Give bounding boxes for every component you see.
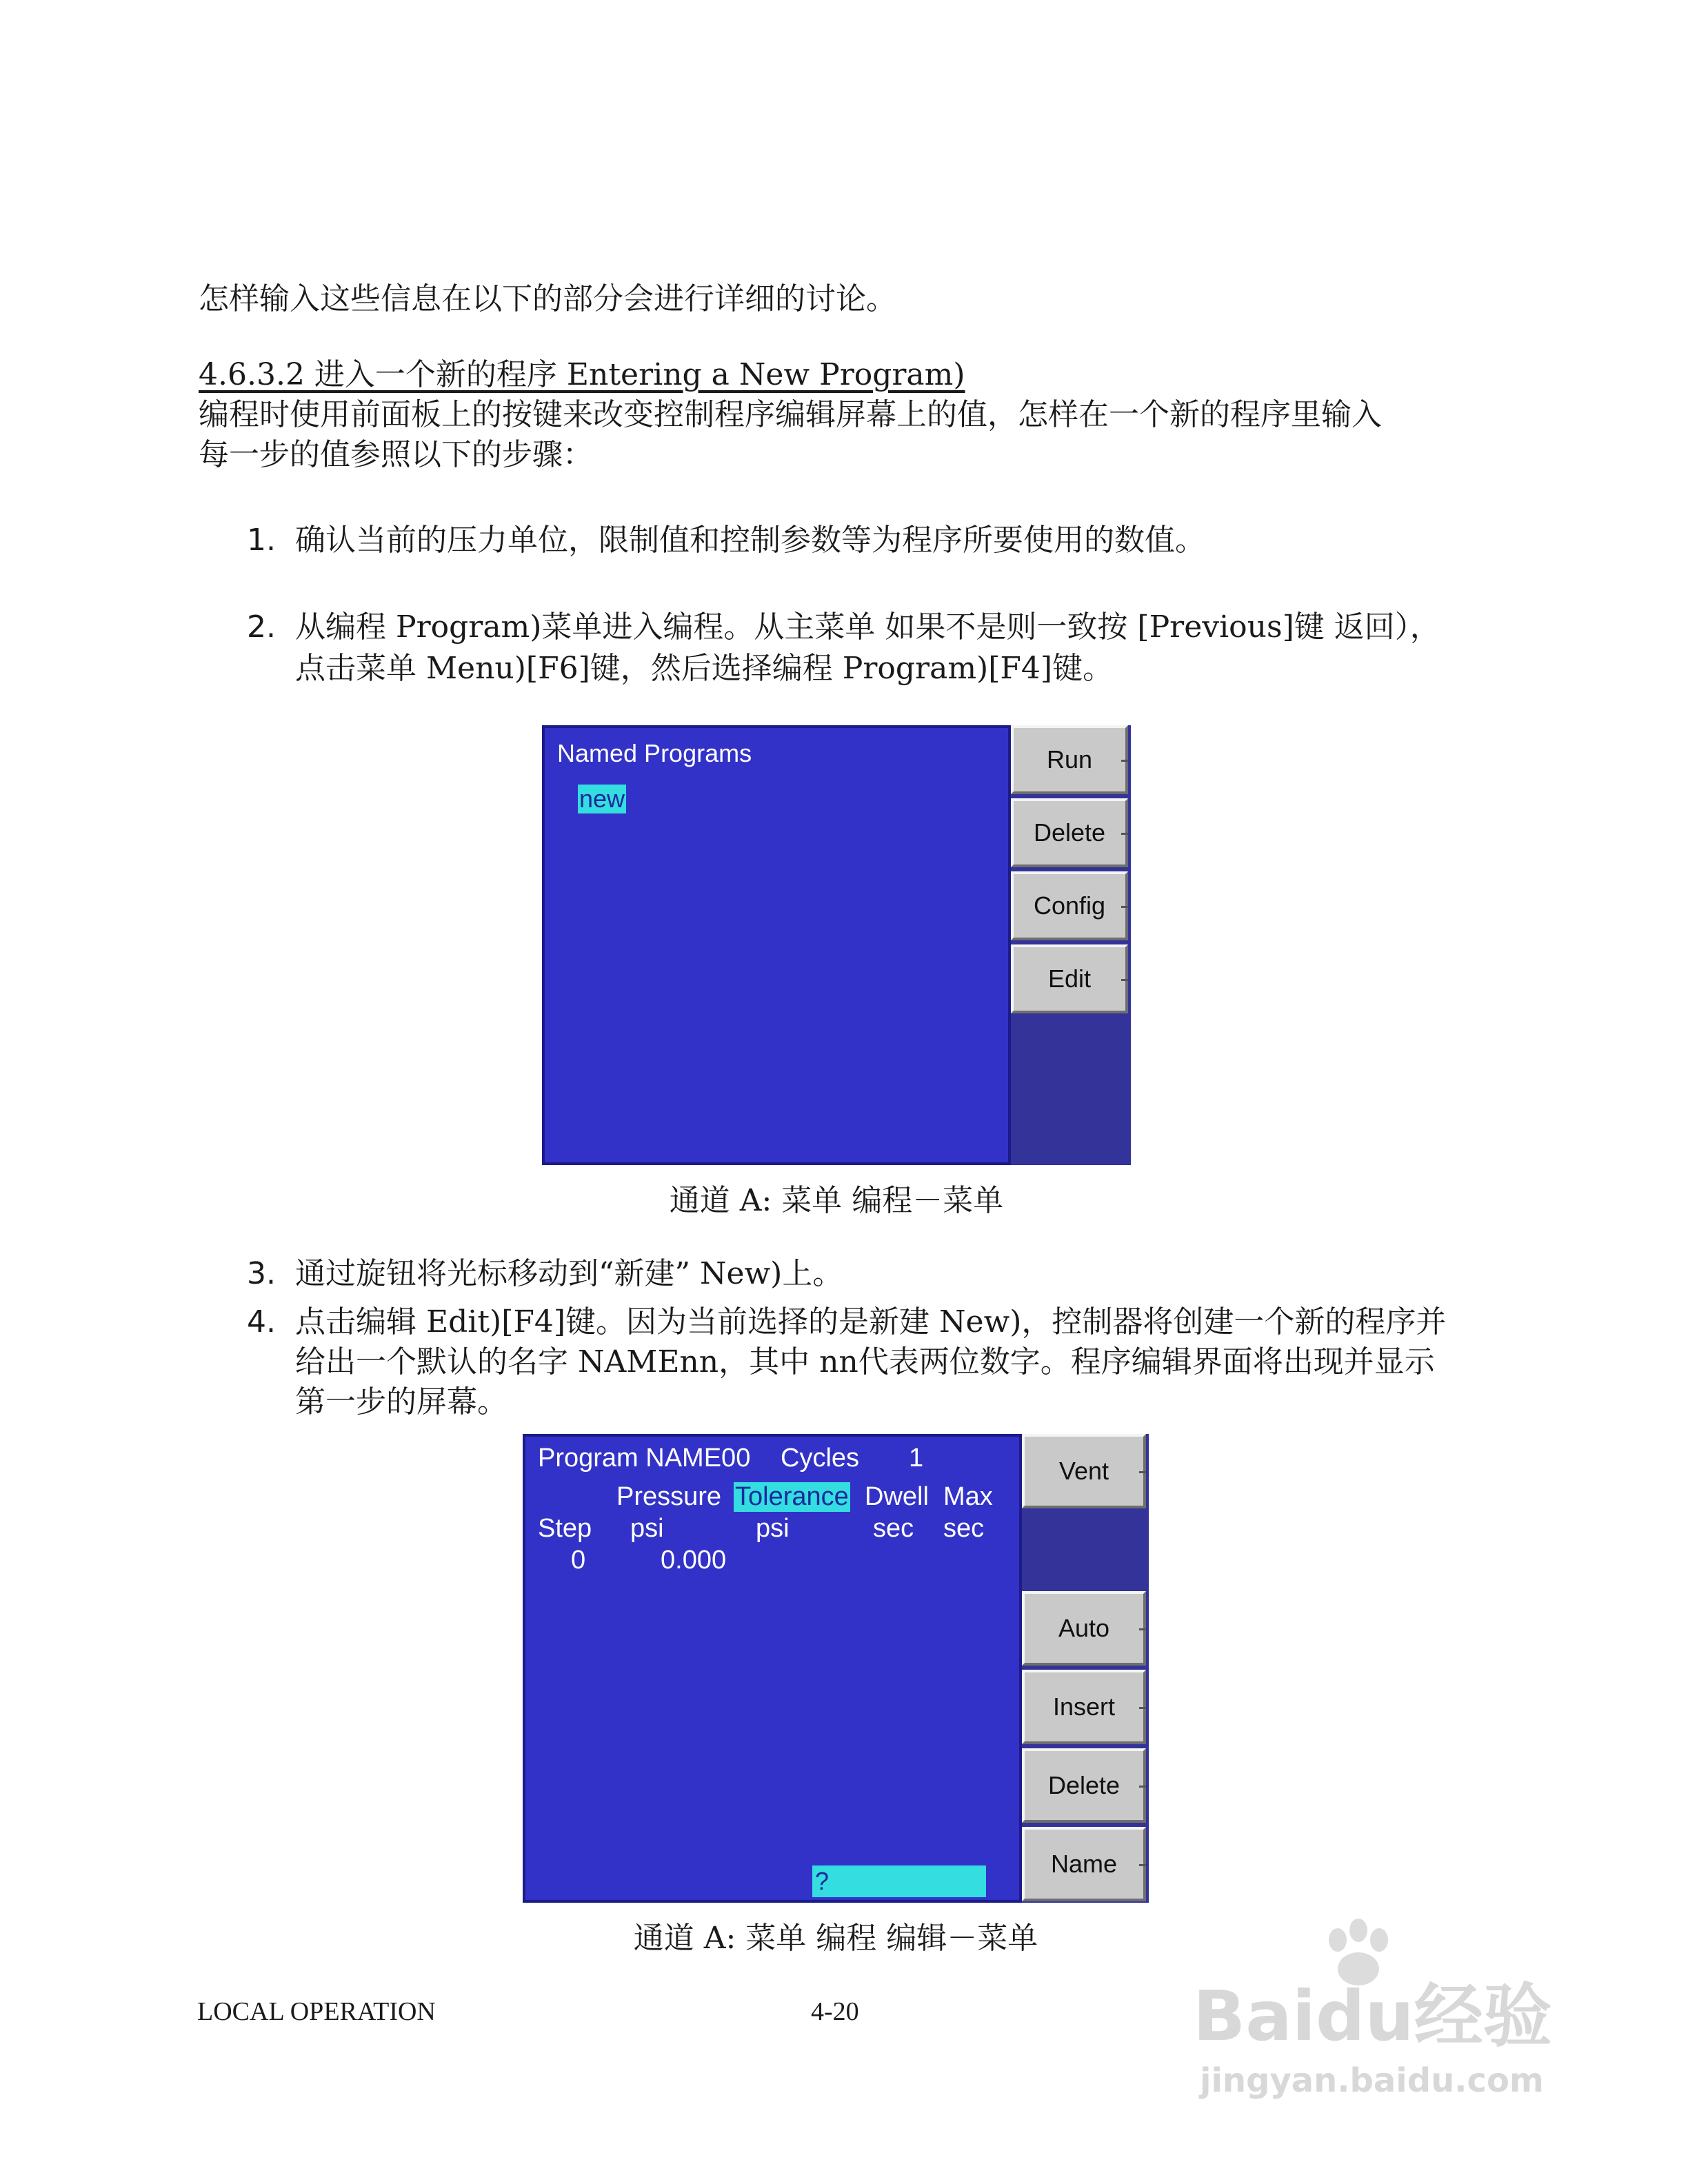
baidu-watermark: [1186, 1917, 1572, 2123]
step-2: [247, 607, 1440, 648]
cycles-label: Cycles: [781, 1444, 860, 1473]
column-tolerance[interactable]: Tolerance: [735, 1482, 849, 1511]
program-name: Program NAME00: [538, 1444, 751, 1473]
section-body-line-2: 每一步的值参照以下的步骤：: [199, 437, 593, 472]
watermark-brand-cn: 经验: [1414, 1976, 1552, 2056]
tolerance-unit: psi: [756, 1514, 790, 1543]
intro-text: 怎样输入这些信息在以下的部分会进行详细的讨论。: [199, 281, 896, 316]
column-dwell: Dwell: [865, 1482, 929, 1511]
cycles-value[interactable]: 1: [909, 1444, 924, 1473]
delete-step-button[interactable]: Delete: [1022, 1748, 1146, 1823]
edit-button[interactable]: Edit: [1011, 944, 1128, 1013]
footer-left: LOCAL OPERATION: [197, 1997, 436, 2026]
entry-prompt-field[interactable]: [812, 1866, 986, 1897]
delete-button[interactable]: Delete: [1011, 798, 1128, 867]
vent-button[interactable]: Vent: [1022, 1434, 1146, 1508]
editor-softkey-panel: [1022, 1434, 1149, 1903]
watermark-url: jingyan.baidu.com: [1200, 2061, 1544, 2100]
step-2-line-2: 点击菜单 Menu)[F6]键，然后选择编程 Program)[F4]键。: [295, 651, 1114, 686]
page-number: 4-20: [811, 1997, 859, 2026]
column-pressure: Pressure: [616, 1482, 722, 1511]
step-text: 确认当前的压力单位，限制值和控制参数等为程序所要使用的数值。: [295, 523, 1205, 558]
auto-button[interactable]: Auto: [1022, 1591, 1146, 1666]
watermark-brand: Baidu: [1193, 1976, 1414, 2056]
name-button[interactable]: Name: [1022, 1827, 1146, 1901]
step-1: [247, 520, 1205, 561]
step-number: 4.: [247, 1304, 276, 1339]
section-heading-text: 4.6.3.2 进入一个新的程序 Entering a New Program): [199, 357, 965, 392]
step-4-line-3: 第一步的屏幕。: [295, 1384, 508, 1419]
section-heading: [199, 354, 965, 396]
max-unit: sec: [943, 1514, 985, 1543]
step-number-value: 0: [571, 1546, 586, 1575]
step-3: [247, 1253, 843, 1295]
screen-title: Named Programs: [557, 739, 752, 767]
step-text: 通过旋钮将光标移动到“新建” New)上。: [295, 1256, 843, 1291]
step-text: 点击编辑 Edit)[F4]键。因为当前选择的是新建 New)，控制器将创建一个新的程序并: [295, 1304, 1447, 1339]
run-button[interactable]: Run: [1011, 725, 1128, 794]
entry-prompt: ?: [815, 1867, 830, 1895]
program-editor-screen: [523, 1434, 1022, 1903]
step-number: 3.: [247, 1256, 276, 1291]
dwell-unit: sec: [873, 1514, 914, 1543]
config-button[interactable]: Config: [1011, 871, 1128, 940]
section-body-line-1: 编程时使用前面板上的按键来改变控制程序编辑屏幕上的值，怎样在一个新的程序里输入: [199, 397, 1382, 432]
screen-2-caption: 通道 A: 菜单 编程 编辑－菜单: [633, 1921, 1038, 1956]
pressure-unit: psi: [630, 1514, 664, 1543]
step-4: [247, 1302, 1446, 1343]
step-text: 从编程 Program)菜单进入编程。从主菜单 如果不是则一致按 [Previous]键 返回），: [295, 609, 1440, 645]
screen-1-caption: 通道 A: 菜单 编程－菜单: [669, 1183, 1004, 1218]
step-label: Step: [538, 1514, 592, 1543]
named-programs-screen: [542, 725, 1011, 1165]
step-number: 1.: [247, 523, 276, 558]
step-number: 2.: [247, 609, 276, 645]
step-4-line-2: 给出一个默认的名字 NAMEnn，其中 nn代表两位数字。程序编辑界面将出现并显示: [295, 1344, 1435, 1379]
column-max: Max: [943, 1482, 993, 1511]
program-list-item-new[interactable]: new: [579, 785, 625, 813]
pressure-value[interactable]: 0.000: [661, 1546, 727, 1575]
insert-button[interactable]: Insert: [1022, 1670, 1146, 1744]
softkey-panel: [1011, 725, 1131, 1165]
